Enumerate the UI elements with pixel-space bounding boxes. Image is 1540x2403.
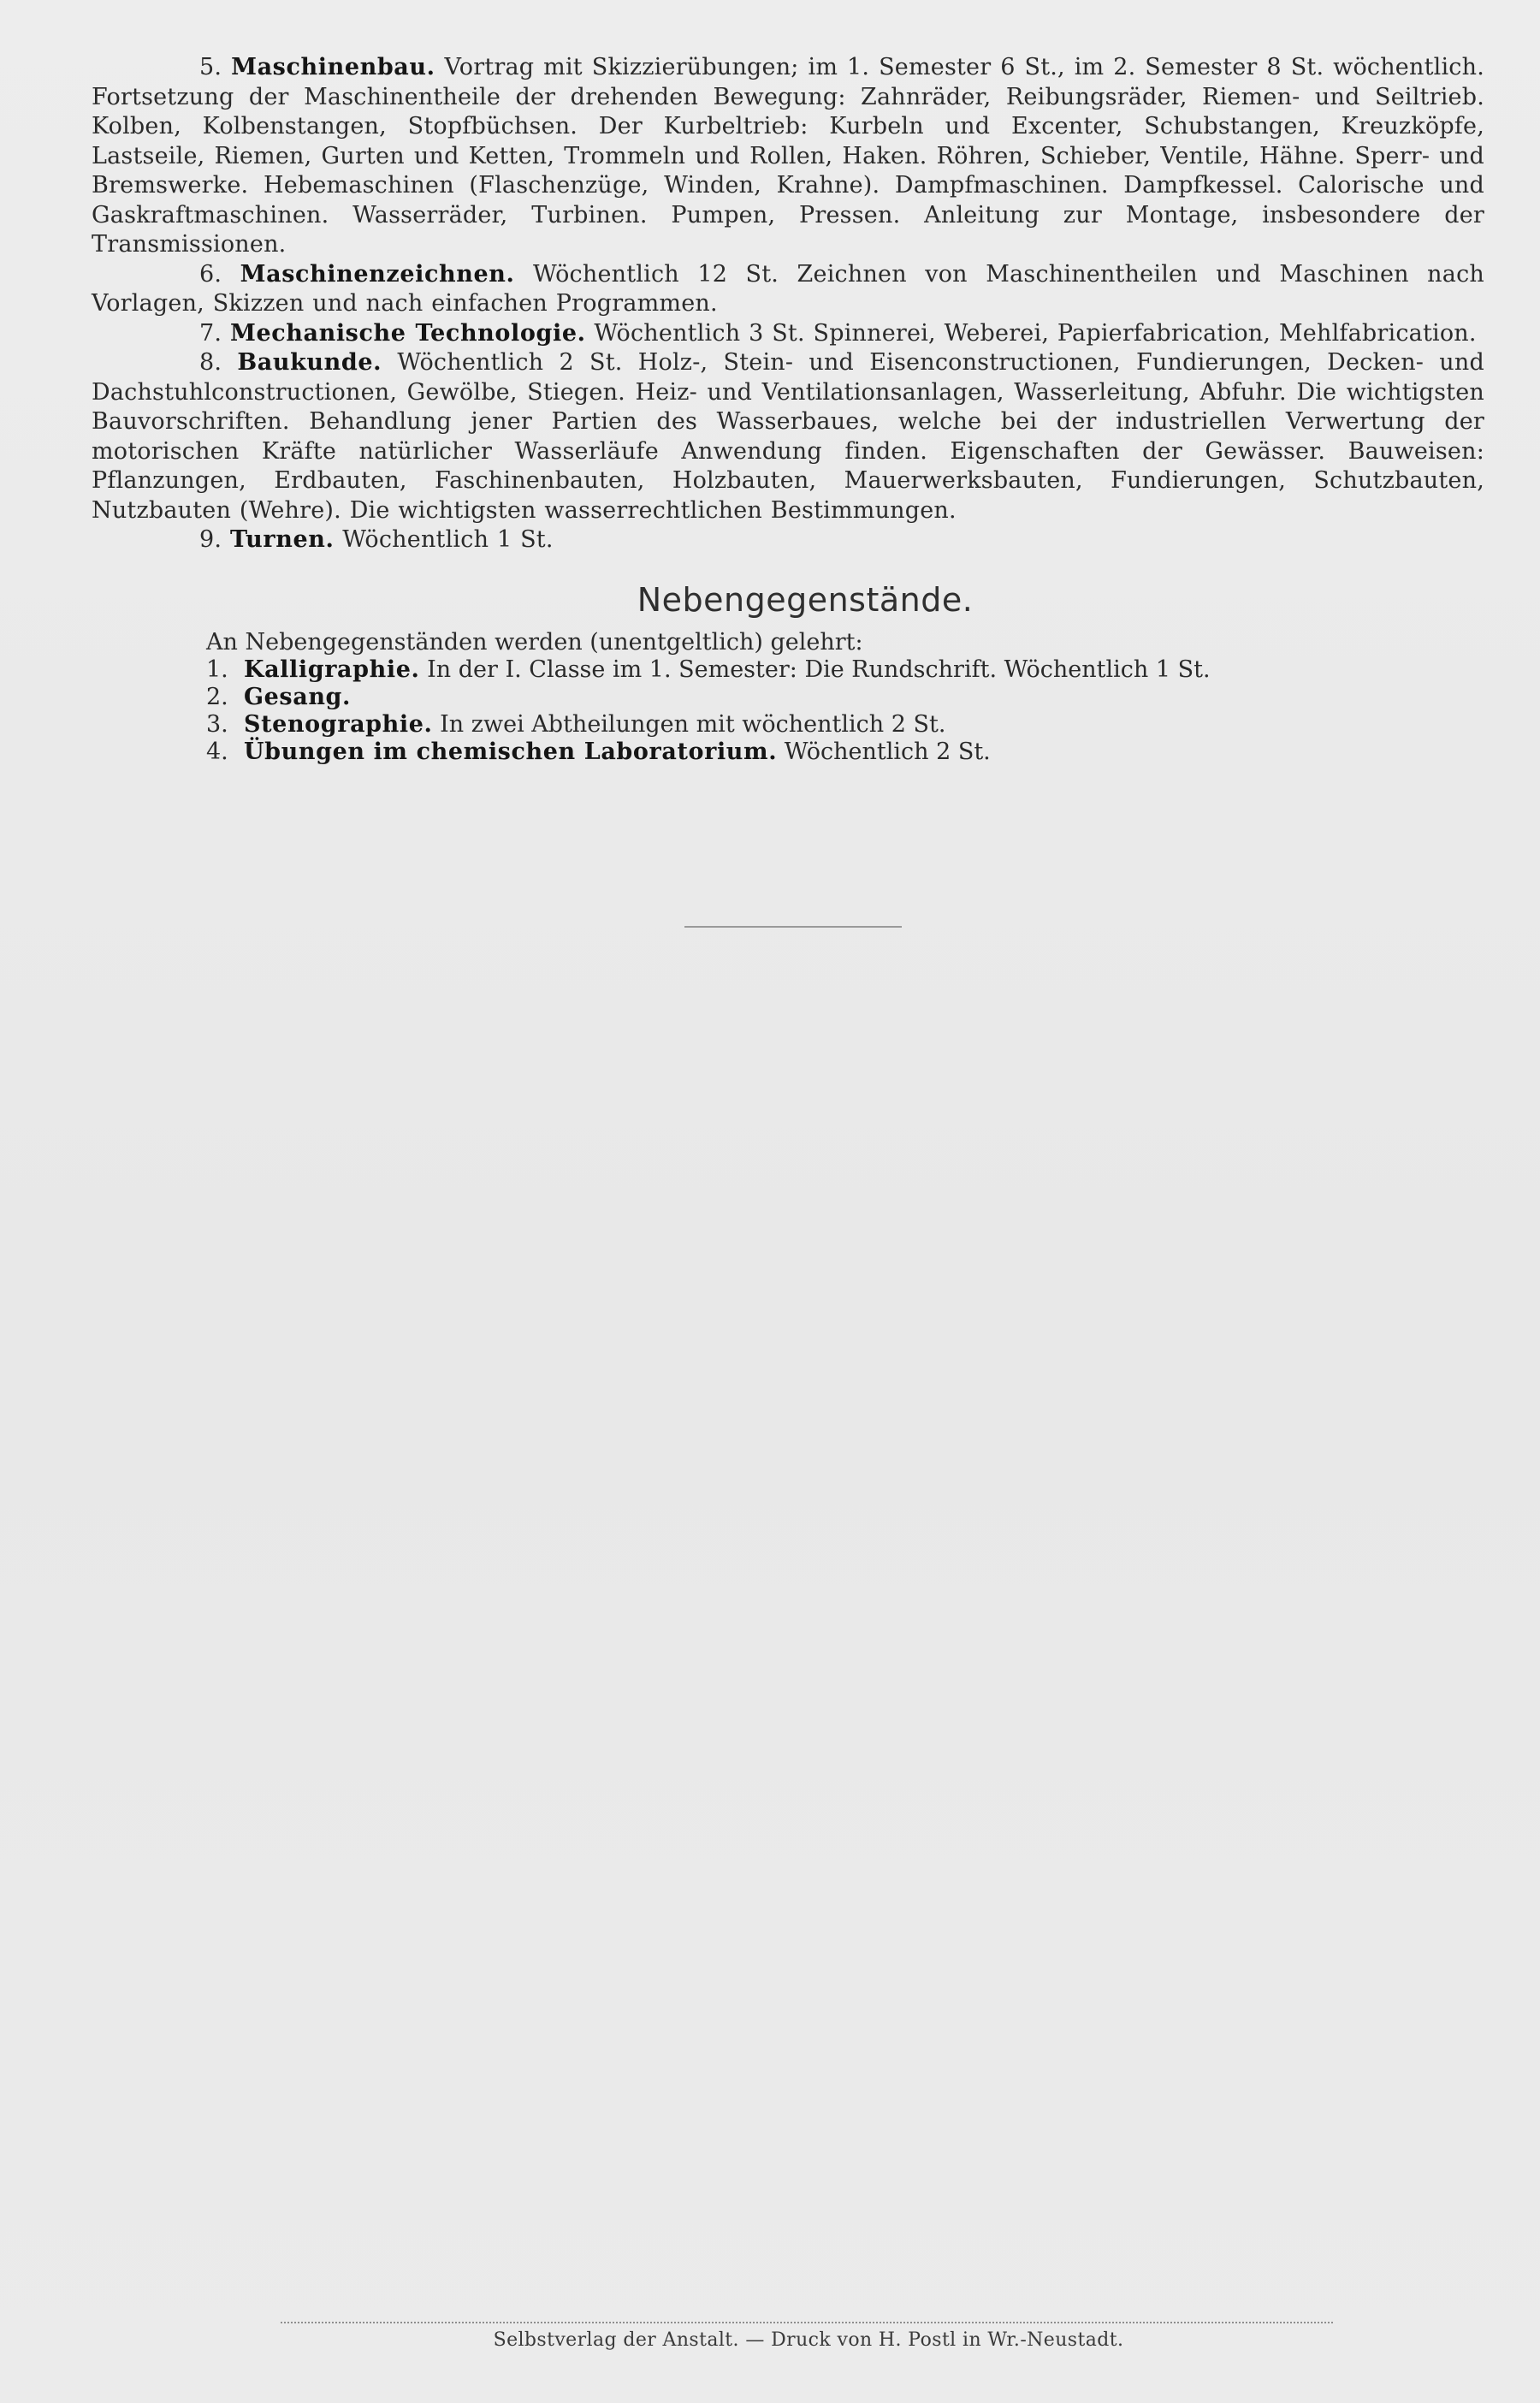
list-text: In zwei Abtheilungen mit wöchentlich 2 St. — [440, 710, 946, 738]
list-number: 4. — [206, 738, 228, 765]
subject-text: Wöchentlich 2 St. Holz-, Stein- und Eisenconstructionen, Fundierungen, Decken- und Dachstuhlconstructionen, Gewölbe, Stiegen. Heiz- und Ventilationsanlagen, Wasserleitung, Abfuhr. Die wichtigsten Bauvorschriften. Behandlung jener Partien des Wasserbaues, welche bei der industriellen Verwertung der motorischen Kräfte natürlicher Wasserläufe Anwendung finden. Eigenschaften der Gewässer. Bauweisen: Pflanzungen, Erdbauten, Faschinenbauten, Holzbauten, Mauerwerksbauten, Fundierungen, Schutzbauten, Nutzbauten (Wehre). Die wichtigsten wasserrechtlichen Bestimmungen. — [92, 349, 1484, 524]
subject-label: Maschinenzeichnen. — [240, 260, 515, 288]
subject-item-mechanische-technologie — [92, 319, 1484, 349]
subject-text: Wöchentlich 12 St. Zeichnen von Maschinentheilen und Maschinen nach Vorlagen, Skizzen und nach einfachen Programmen. — [92, 260, 1484, 317]
subject-text: Vortrag mit Skizzierübungen; im 1. Semester 6 St., im 2. Semester 8 St. wöchentlich. Fortsetzung der Maschinentheile der drehenden Bewegung: Zahnräder, Reibungsräder, Riemen- und Seiltrieb. Kolben, Kolbenstangen, Stopfbüchsen. Der Kurbeltrieb: Kurbeln und Excenter, Schubstangen, Kreuzköpfe, Lastseile, Riemen, Gurten und Ketten, Trommeln und Rollen, Haken. Röhren, Schieber, Ventile, Hähne. Sperr- und Bremswerke. Hebemaschinen (Flaschenzüge, Winden, Krahne). Dampfmaschinen. Dampfkessel. Calorische und Gaskraftmaschinen. Wasserräder, Turbinen. Pumpen, Pressen. Anleitung zur Montage, insbesondere der Transmissionen. — [92, 54, 1484, 258]
subject-number: 7. — [199, 319, 222, 347]
list-item-stenographie — [206, 711, 1484, 739]
nebengegenstaende-list — [92, 656, 1484, 766]
section-intro: An Nebengegenständen werden (unentgeltlich) gelehrt: — [206, 628, 863, 656]
list-number: 2. — [206, 683, 228, 710]
subject-text: Wöchentlich 1 St. — [342, 526, 554, 553]
subject-item-maschinenbau — [92, 53, 1484, 260]
subject-item-turnen — [92, 525, 1484, 555]
footer-rule — [281, 2322, 1333, 2323]
imprint-footer: Selbstverlag der Anstalt. — Druck von H. Postl in Wr.-Neustadt. — [493, 2329, 1124, 2351]
list-number: 1. — [206, 656, 228, 683]
subject-label: Maschinenbau. — [231, 54, 435, 80]
page-content — [92, 53, 1484, 766]
list-label: Gesang. — [244, 683, 352, 710]
subject-number: 5. — [199, 54, 222, 80]
subject-label: Mechanische Technologie. — [229, 319, 586, 347]
list-text: Wöchentlich 2 St. — [784, 738, 991, 765]
list-item-kalligraphie — [206, 656, 1484, 684]
section-heading-nebengegenstaende: Nebengegenstände. — [637, 580, 974, 619]
subject-item-baukunde — [92, 348, 1484, 525]
list-label: Stenographie. — [244, 710, 433, 738]
list-item-gesang — [206, 684, 1484, 711]
subject-number: 8. — [199, 349, 222, 376]
subject-number: 6. — [199, 260, 222, 288]
section-divider — [684, 926, 902, 928]
list-item-laboratorium — [206, 739, 1484, 766]
list-number: 3. — [206, 710, 228, 738]
subject-item-maschinenzeichnen — [92, 260, 1484, 319]
list-label: Kalligraphie. — [244, 656, 420, 683]
subject-text: Wöchentlich 3 St. Spinnerei, Weberei, Papierfabrication, Mehlfabrication. — [594, 319, 1477, 347]
list-label: Übungen im chemischen Laboratorium. — [244, 738, 778, 765]
subject-label: Turnen. — [229, 526, 335, 553]
subject-number: 9. — [199, 526, 222, 553]
list-text: In der I. Classe im 1. Semester: Die Rundschrift. Wöchentlich 1 St. — [427, 656, 1211, 683]
subject-label: Baukunde. — [237, 349, 382, 376]
